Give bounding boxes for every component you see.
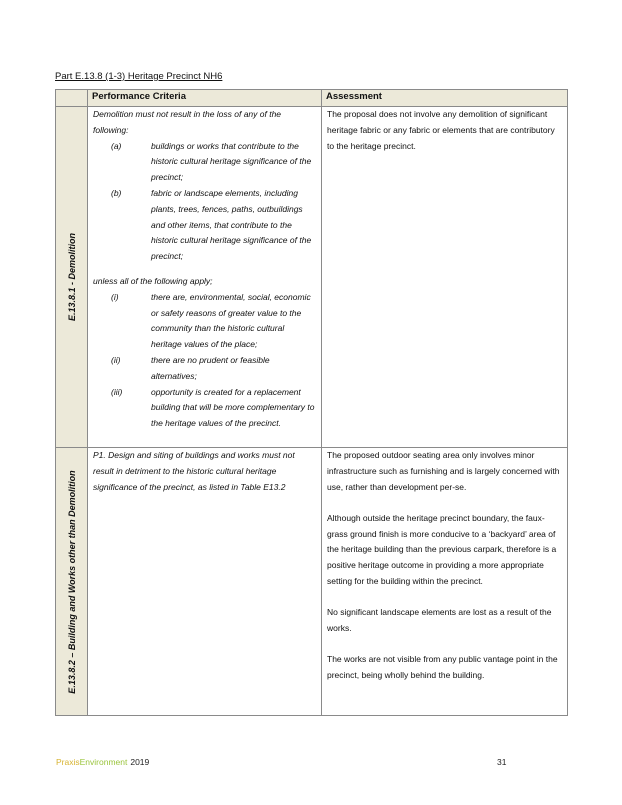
table-header-row: [56, 90, 568, 107]
list-item-text: there are, environmental, social, economic or safety reasons of greater value to the community than the historic cultural heritage values of the place;: [151, 291, 311, 350]
list-item: [93, 353, 316, 385]
list-item-text: fabric or landscape elements, including plants, trees, fences, paths, outbuildings and other items, that contribute to the historic cultural heritage significance of the precinct;: [151, 187, 312, 262]
list-item-label: (a): [111, 140, 122, 151]
row-label-building-works: E.13.8.2 – Building and Works other than Demolition: [66, 469, 77, 694]
brand-praxis: Praxis: [56, 757, 80, 767]
assessment-paragraph: Although outside the heritage precinct boundary, the faux-grass ground finish is more conducive to a ‘backyard’ area of the heritage building than the previous carpark, therefore is a positive heritage outcome in providing a more appropriate setting for the building within the precinct.: [327, 512, 557, 587]
row-label-cell: [56, 448, 88, 716]
criteria-cell: [88, 448, 322, 716]
section-heading: Part E.13.8 (1-3) Heritage Precinct NH6: [55, 71, 223, 82]
assessment-text: The proposal does not involve any demolition of significant heritage fabric or any fabric or elements that are contributory to the heritage precinct.: [327, 109, 555, 151]
footer-year: 2019: [130, 757, 150, 767]
list-item-text: opportunity is created for a replacement building that will be more complementary to the heritage values of the precinct.: [151, 386, 315, 429]
list-item: [93, 385, 316, 432]
criteria-cell: [88, 107, 322, 448]
heritage-criteria-table: [55, 89, 568, 716]
row-label-cell: [56, 107, 88, 448]
table-row: [56, 107, 568, 448]
assessment-paragraph: The proposed outdoor seating area only involves minor infrastructure such as furnishing and is largely concerned with use, rather than development per-se.: [327, 450, 560, 492]
criteria-unless: unless all of the following apply;: [93, 275, 213, 286]
assessment-paragraph: The works are not visible from any public vantage point in the precinct, being wholly behind the building.: [327, 654, 558, 681]
assessment-paragraph: No significant landscape elements are lost as a result of the works.: [327, 607, 552, 634]
table-row: [56, 448, 568, 716]
list-item-text: there are no prudent or feasible alternatives;: [151, 354, 270, 381]
brand-environment: Environment: [79, 757, 128, 767]
criteria-text: P1. Design and siting of buildings and works must not result in detriment to the historic cultural heritage significance of the precinct, as listed in Table E13.2: [93, 450, 295, 492]
list-item-label: (i): [111, 291, 119, 302]
list-item-label: (ii): [111, 354, 121, 365]
assessment-cell: [322, 448, 568, 716]
criteria-intro: Demolition must not result in the loss of any of the following:: [93, 109, 282, 135]
list-item-label: (b): [111, 187, 122, 198]
footer-brand: [56, 757, 149, 767]
list-item: [93, 186, 316, 265]
header-performance-criteria: Performance Criteria: [88, 90, 322, 107]
row-label-demolition: E.13.8.1 - Demolition: [66, 232, 77, 322]
list-item-text: buildings or works that contribute to the historic cultural heritage significance of the precinct;: [151, 140, 312, 183]
header-blank-cell: [56, 90, 88, 107]
page-number: 31: [497, 757, 507, 767]
header-assessment: Assessment: [322, 90, 568, 107]
list-item-label: (iii): [111, 386, 123, 397]
assessment-cell: [322, 107, 568, 448]
list-item: [93, 290, 316, 353]
list-item: [93, 139, 316, 186]
